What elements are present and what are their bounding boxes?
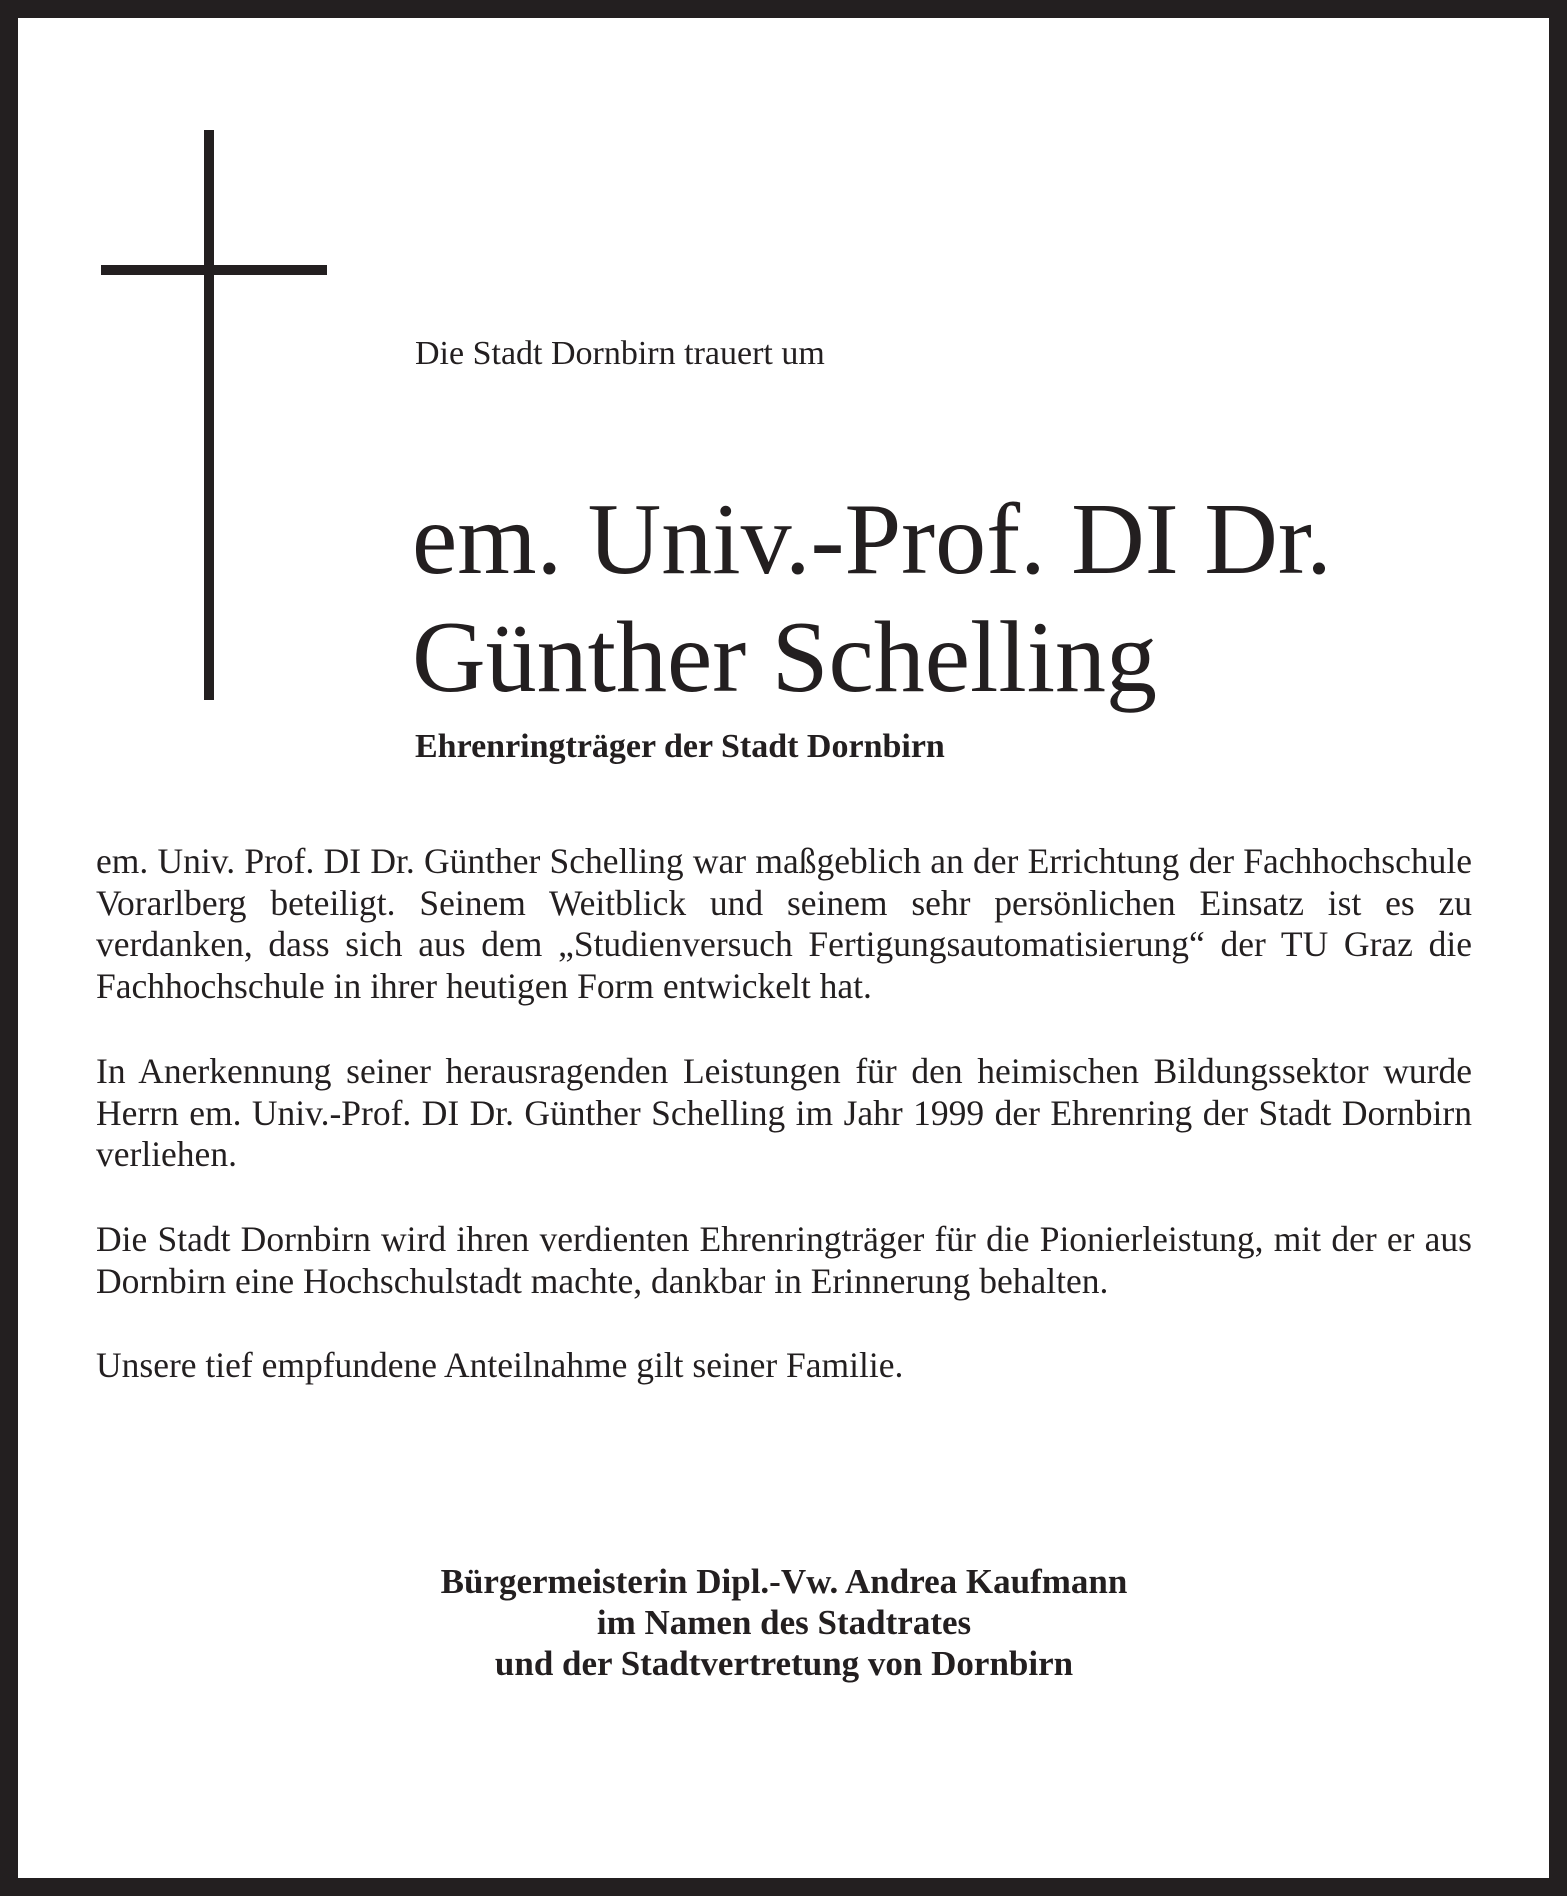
paragraph-3: Die Stadt Dornbirn wird ihren verdienten Ehrenringträger für die Pionierleistung, mit der er aus Dornbirn eine Hochschulstadt machte, dankbar in Erinnerung behalten. <box>96 1218 1472 1301</box>
cross-vertical-bar <box>204 130 214 700</box>
signature-line-2: im Namen des Stadtrates <box>596 1603 972 1642</box>
cross-icon <box>101 130 327 700</box>
name-line-2: Günther Schelling <box>412 601 1158 714</box>
signature-block <box>96 1561 1472 1684</box>
notice-body <box>96 841 1472 1430</box>
name-line-1: em. Univ.-Prof. DI Dr. <box>412 483 1332 596</box>
paragraph-1: em. Univ. Prof. DI Dr. Günther Schelling war maßgeblich an der Errichtung der Fachhochschule Vorarlberg beteiligt. Seinem Weitblick und seinem sehr persönlichen Einsatz ist es zu verdanken, dass sich aus dem „Studienversuch Fertigungsautomatisierung“ der TU Graz die Fachhochschule in ihrer heutigen Form entwickelt hat. <box>96 841 1472 1007</box>
signature-line-3: und der Stadtvertretung von Dornbirn <box>494 1644 1074 1683</box>
paragraph-4: Unsere tief empfundene Anteilnahme gilt seiner Familie. <box>96 1345 904 1386</box>
cross-horizontal-bar <box>101 265 327 275</box>
honor-title: Ehrenringträger der Stadt Dornbirn <box>415 728 945 765</box>
intro-line: Die Stadt Dornbirn trauert um <box>415 335 825 372</box>
deceased-name <box>412 481 1512 717</box>
paragraph-2: In Anerkennung seiner herausragenden Leistungen für den heimischen Bildungssektor wurde Herrn em. Univ.-Prof. DI Dr. Günther Schelling im Jahr 1999 der Ehrenring der Stadt Dornbirn verliehen. <box>96 1050 1472 1175</box>
signature-line-1: Bürgermeisterin Dipl.-Vw. Andrea Kaufmann <box>440 1562 1128 1601</box>
